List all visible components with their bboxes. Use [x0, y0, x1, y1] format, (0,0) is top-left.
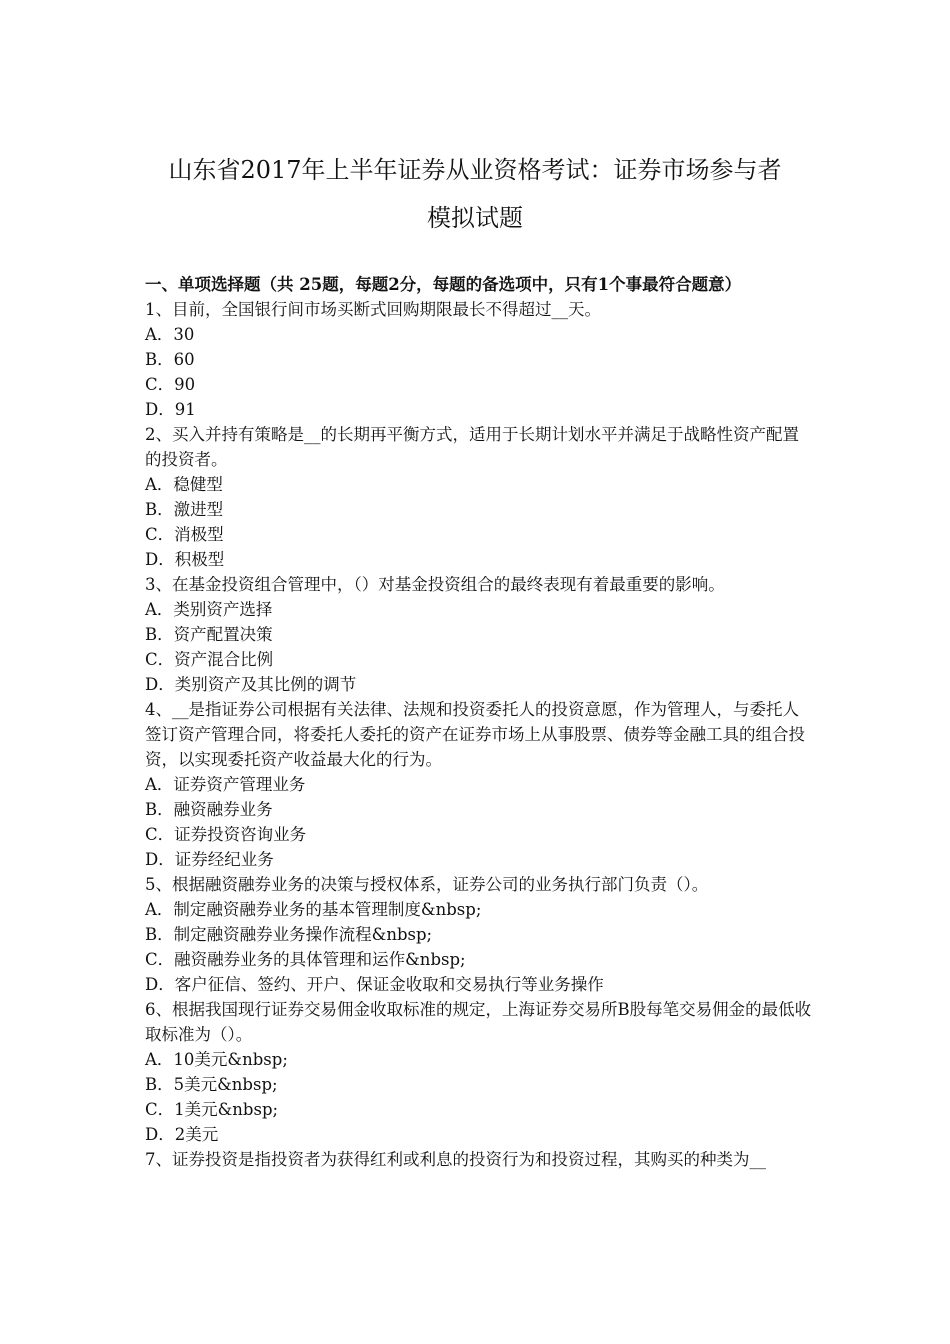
- option-a: A．10美元&nbsp;: [145, 1050, 288, 1069]
- section-heading: 一、单项选择题（共 25题，每题2分，每题的备选项中，只有1个事最符合题意）: [145, 275, 742, 294]
- option-d: D．类别资产及其比例的调节: [145, 675, 357, 694]
- option-b: B．融资融券业务: [145, 800, 273, 819]
- question-5: [145, 872, 815, 997]
- title-line-2: 模拟试题: [427, 204, 523, 232]
- option-d: D．证券经纪业务: [145, 850, 274, 869]
- document-body: [145, 272, 815, 1172]
- question-2: [145, 422, 815, 572]
- option-a: A．30: [145, 325, 195, 344]
- option-d: D．积极型: [145, 550, 225, 569]
- option-d: D．2美元: [145, 1125, 219, 1144]
- title-line-1: 山东省2017年上半年证券从业资格考试：证券市场参与者: [168, 156, 782, 184]
- question-3: [145, 572, 815, 697]
- option-b: B．资产配置决策: [145, 625, 273, 644]
- question-stem: 2、买入并持有策略是__的长期再平衡方式，适用于长期计划水平并满足于战略性资产配置的投资者。: [145, 425, 799, 469]
- option-b: B．激进型: [145, 500, 224, 519]
- option-c: C．90: [145, 375, 196, 394]
- question-7: [145, 1147, 815, 1172]
- question-4: [145, 697, 815, 872]
- option-a: A．类别资产选择: [145, 600, 273, 619]
- option-b: B．制定融资融券业务操作流程&nbsp;: [145, 925, 433, 944]
- option-d: D．91: [145, 400, 196, 419]
- question-stem: 4、__是指证券公司根据有关法律、法规和投资委托人的投资意愿，作为管理人，与委托人签订资产管理合同，将委托人委托的资产在证券市场上从事股票、债券等金融工具的组合投资，以实现委托资产收益最大化的行为。: [145, 700, 805, 769]
- option-c: C．证券投资咨询业务: [145, 825, 307, 844]
- option-c: C．融资融券业务的具体管理和运作&nbsp;: [145, 950, 466, 969]
- option-c: C．消极型: [145, 525, 224, 544]
- option-a: A．制定融资融券业务的基本管理制度&nbsp;: [145, 900, 482, 919]
- question-stem: 5、根据融资融券业务的决策与授权体系，证券公司的业务执行部门负责（）。: [145, 875, 709, 894]
- option-c: C．资产混合比例: [145, 650, 274, 669]
- option-d: D．客户征信、签约、开户、保证金收取和交易执行等业务操作: [145, 975, 604, 994]
- question-stem: 7、证券投资是指投资者为获得红利或利息的投资行为和投资过程，其购买的种类为__: [145, 1150, 766, 1169]
- question-stem: 6、根据我国现行证券交易佣金收取标准的规定，上海证券交易所B股每笔交易佣金的最低收取标准为（）。: [145, 1000, 812, 1044]
- option-c: C．1美元&nbsp;: [145, 1100, 279, 1119]
- option-a: A．稳健型: [145, 475, 223, 494]
- document-title: [100, 146, 850, 242]
- question-1: [145, 297, 815, 422]
- option-a: A．证券资产管理业务: [145, 775, 306, 794]
- question-6: [145, 997, 815, 1147]
- question-stem: 1、目前，全国银行间市场买断式回购期限最长不得超过__天。: [145, 300, 601, 319]
- option-b: B．60: [145, 350, 195, 369]
- option-b: B．5美元&nbsp;: [145, 1075, 278, 1094]
- question-stem: 3、在基金投资组合管理中，（）对基金投资组合的最终表现有着最重要的影响。: [145, 575, 725, 594]
